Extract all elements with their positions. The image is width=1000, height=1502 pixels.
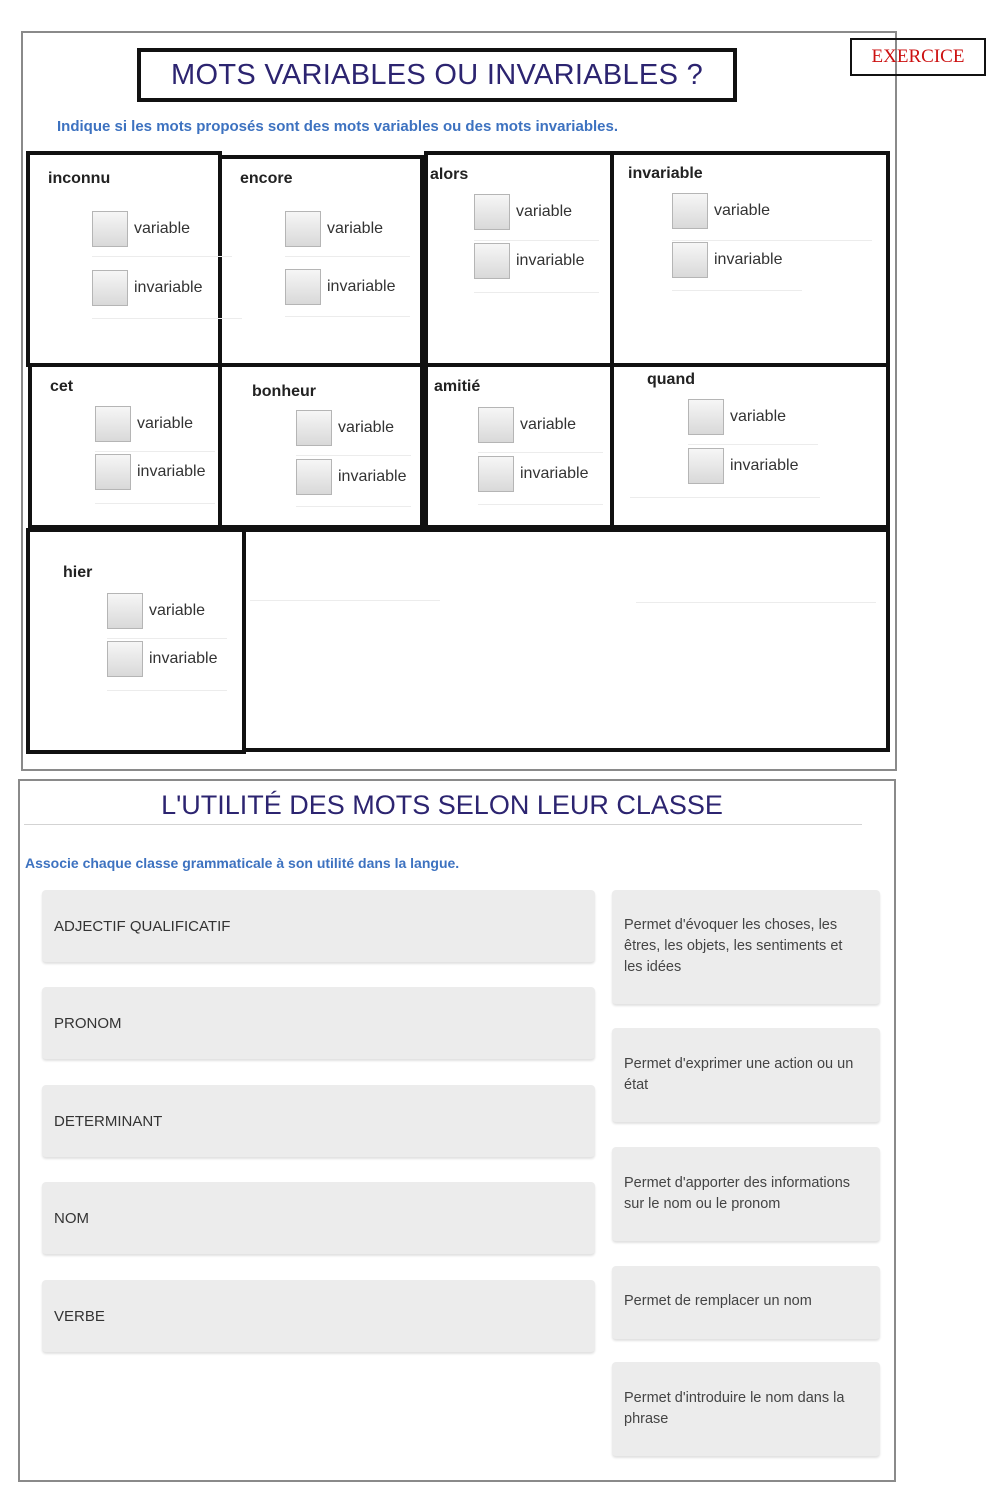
- class-card-verbe[interactable]: VERBE: [42, 1280, 595, 1352]
- checkbox-variable[interactable]: [95, 406, 131, 442]
- checkbox-variable[interactable]: [285, 211, 321, 247]
- option-variable[interactable]: variable: [107, 592, 205, 630]
- option-invariable[interactable]: invariable: [92, 269, 202, 307]
- option-invariable[interactable]: invariable: [478, 455, 588, 493]
- word-label: quand: [647, 371, 695, 388]
- option-variable[interactable]: variable: [92, 210, 190, 248]
- option-divider: [107, 638, 227, 639]
- instruction-text: Indique si les mots proposés sont des mots variables ou des mots invariables.: [57, 118, 618, 135]
- option-variable[interactable]: variable: [474, 193, 572, 231]
- checkbox-variable[interactable]: [296, 410, 332, 446]
- title-divider: [24, 824, 862, 825]
- option-invariable[interactable]: invariable: [672, 241, 782, 279]
- option-variable[interactable]: variable: [95, 405, 193, 443]
- class-card-determinant[interactable]: DETERMINANT: [42, 1085, 595, 1157]
- option-divider: [92, 318, 242, 319]
- option-divider: [474, 240, 599, 241]
- option-invariable[interactable]: invariable: [285, 268, 395, 306]
- class-card-adjectif[interactable]: ADJECTIF QUALIFICATIF: [42, 890, 595, 962]
- option-divider: [92, 256, 232, 257]
- empty-cell: [240, 528, 890, 752]
- checkbox-invariable[interactable]: [285, 269, 321, 305]
- option-divider: [296, 506, 411, 507]
- option-variable[interactable]: variable: [296, 409, 394, 447]
- option-invariable[interactable]: invariable: [296, 458, 406, 496]
- checkbox-variable[interactable]: [107, 593, 143, 629]
- checkbox-variable[interactable]: [474, 194, 510, 230]
- definition-card[interactable]: Permet d'exprimer une action ou un état: [612, 1028, 880, 1122]
- option-variable[interactable]: variable: [285, 210, 383, 248]
- option-divider: [474, 292, 599, 293]
- checkbox-invariable[interactable]: [672, 242, 708, 278]
- class-card-nom[interactable]: NOM: [42, 1182, 595, 1254]
- checkbox-invariable[interactable]: [92, 270, 128, 306]
- option-invariable[interactable]: invariable: [95, 453, 205, 491]
- word-label: alors: [430, 166, 469, 183]
- checkbox-invariable[interactable]: [474, 243, 510, 279]
- class-card-pronom[interactable]: PRONOM: [42, 987, 595, 1059]
- checkbox-invariable[interactable]: [478, 456, 514, 492]
- checkbox-variable[interactable]: [672, 193, 708, 229]
- option-divider: [478, 452, 603, 453]
- exercise-badge: EXERCICE: [850, 38, 986, 76]
- definition-card[interactable]: Permet d'évoquer les choses, les êtres, les objets, les sentiments et les idées: [612, 890, 880, 1004]
- option-invariable[interactable]: invariable: [474, 242, 584, 280]
- checkbox-invariable[interactable]: [688, 448, 724, 484]
- option-divider: [688, 444, 818, 445]
- word-label: cet: [50, 378, 74, 395]
- checkbox-variable[interactable]: [478, 407, 514, 443]
- definition-card[interactable]: Permet d'apporter des informations sur le nom ou le pronom: [612, 1147, 880, 1241]
- option-divider: [478, 504, 603, 505]
- definition-card[interactable]: Permet de remplacer un nom: [612, 1266, 880, 1339]
- checkbox-invariable[interactable]: [296, 459, 332, 495]
- checkbox-variable[interactable]: [92, 211, 128, 247]
- word-label: hier: [63, 564, 93, 581]
- option-variable[interactable]: variable: [478, 406, 576, 444]
- word-label: bonheur: [252, 383, 316, 400]
- word-label: encore: [240, 170, 293, 187]
- word-label: invariable: [628, 165, 703, 182]
- option-variable[interactable]: variable: [672, 192, 770, 230]
- grid-divider: [636, 602, 876, 603]
- checkbox-invariable[interactable]: [107, 641, 143, 677]
- word-label: inconnu: [48, 170, 111, 187]
- option-divider: [285, 316, 410, 317]
- word-label: amitié: [434, 378, 481, 395]
- option-divider: [630, 497, 820, 498]
- option-variable[interactable]: variable: [688, 398, 786, 436]
- option-divider: [107, 690, 227, 691]
- option-invariable[interactable]: invariable: [107, 640, 217, 678]
- checkbox-invariable[interactable]: [95, 454, 131, 490]
- checkbox-variable[interactable]: [688, 399, 724, 435]
- option-divider: [296, 455, 411, 456]
- definition-card[interactable]: Permet d'introduire le nom dans la phrase: [612, 1362, 880, 1456]
- option-divider: [672, 290, 802, 291]
- option-divider: [95, 503, 215, 504]
- option-invariable[interactable]: invariable: [688, 447, 798, 485]
- grid-divider: [250, 600, 440, 601]
- option-divider: [95, 451, 215, 452]
- page-title: MOTS VARIABLES OU INVARIABLES ?: [137, 48, 737, 102]
- option-divider: [285, 256, 410, 257]
- section-title: L'UTILITÉ DES MOTS SELON LEUR CLASSE: [161, 790, 723, 820]
- section-instruction: Associe chaque classe grammaticale à son utilité dans la langue.: [25, 855, 460, 871]
